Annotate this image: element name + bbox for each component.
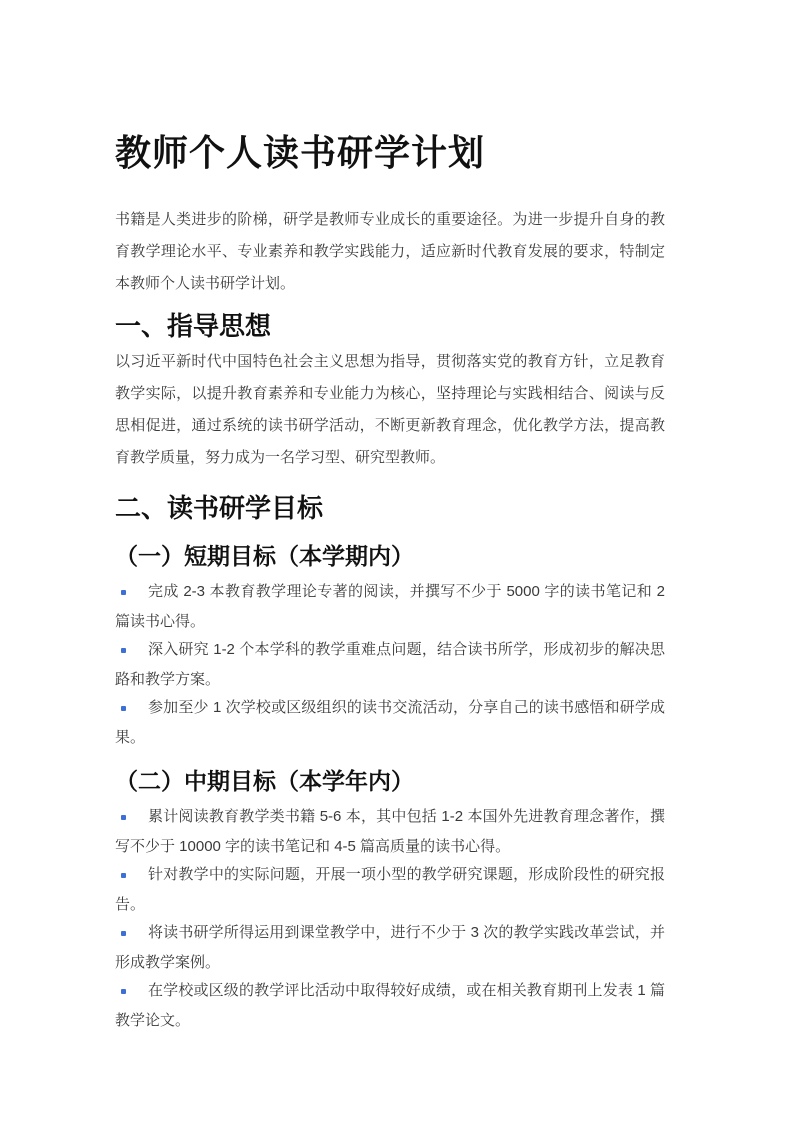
list-item [115,918,665,978]
document-title: 教师个人读书研学计划 [115,132,486,173]
short-term-goal-list [115,577,665,753]
bullet-icon [121,590,126,595]
goal-text: 完成 2-3 本教育教学理论专著的阅读，并撰写不少于 5000 字的读书笔记和 2 篇读书心得。 [115,583,665,630]
goal-text: 深入研究 1-2 个本学科的教学重难点问题，结合读书所学，形成初步的解决思路和教学方案。 [115,641,665,688]
list-item [115,860,665,920]
goal-text: 针对教学中的实际问题，开展一项小型的教学研究课题，形成阶段性的研究报告。 [115,866,665,913]
section-heading-guiding-ideology: 一、指导思想 [115,311,272,341]
goal-text: 将读书研学所得运用到课堂教学中，进行不少于 3 次的教学实践改革尝试，并形成教学案例。 [115,924,665,971]
goal-text: 累计阅读教育教学类书籍 5-6 本，其中包括 1-2 本国外先进教育理念著作，撰写不少于 10000 字的读书笔记和 4-5 篇高质量的读书心得。 [115,808,665,855]
subsection-heading-short-term-goals: （一）短期目标（本学期内） [115,543,414,569]
section-heading-study-goals: 二、读书研学目标 [115,493,324,523]
bullet-icon [121,706,126,711]
mid-term-goal-list [115,802,665,1036]
list-item [115,577,665,637]
list-item [115,693,665,753]
bullet-icon [121,873,126,878]
bullet-icon [121,989,126,994]
intro-paragraph: 书籍是人类进步的阶梯，研学是教师专业成长的重要途径。为进一步提升自身的教育教学理论水平、专业素养和教学实践能力，适应新时代教育发展的要求，特制定本教师个人读书研学计划。 [115,211,665,292]
goal-text: 参加至少 1 次学校或区级组织的读书交流活动，分享自己的读书感悟和研学成果。 [115,699,665,746]
bullet-icon [121,815,126,820]
list-item [115,976,665,1036]
goal-text: 在学校或区级的教学评比活动中取得较好成绩，或在相关教育期刊上发表 1 篇教学论文。 [115,982,665,1029]
bullet-icon [121,931,126,936]
bullet-icon [121,648,126,653]
list-item [115,635,665,695]
list-item [115,802,665,862]
subsection-heading-mid-term-goals: （二）中期目标（本学年内） [115,768,414,794]
guiding-ideology-paragraph: 以习近平新时代中国特色社会主义思想为指导，贯彻落实党的教育方针，立足教育教学实际，以提升教育素养和专业能力为核心，坚持理论与实践相结合、阅读与反思相促进，通过系统的读书研学活动，不断更新教育理念，优化教学方法，提高教育教学质量，努力成为一名学习型、研究型教师。 [115,353,665,466]
